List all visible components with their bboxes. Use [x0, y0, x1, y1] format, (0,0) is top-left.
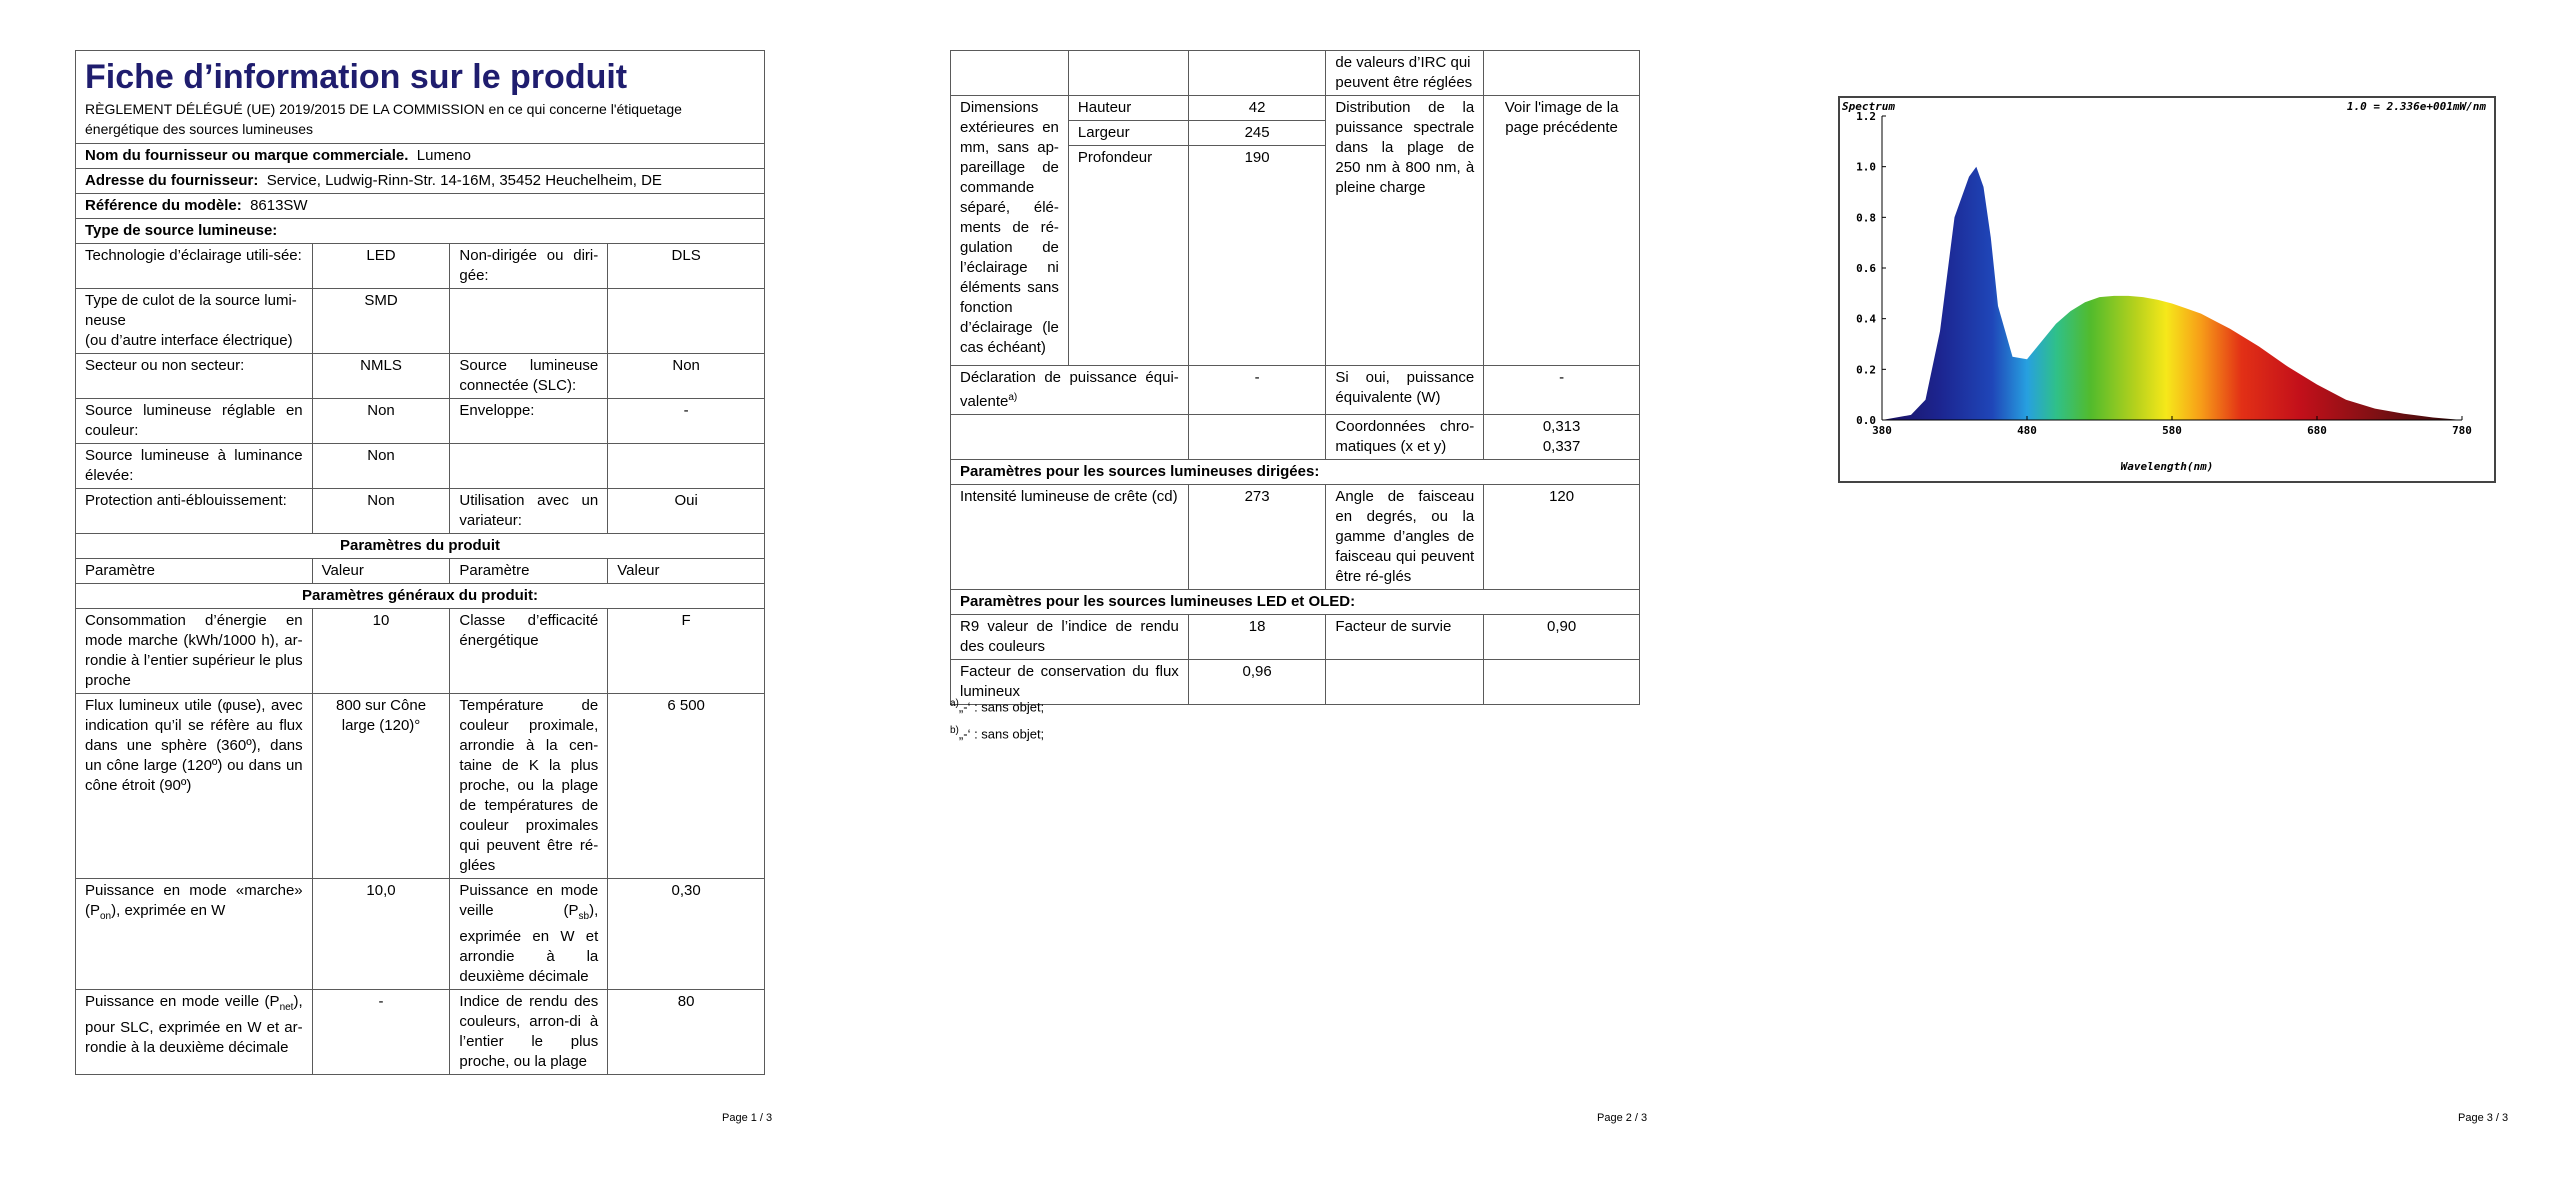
spectrum-chart: [1838, 96, 2496, 483]
cri-value: 80: [608, 990, 765, 1075]
flux-value: 800 sur Cône large (120)°: [312, 694, 450, 879]
directional-value: DLS: [608, 244, 765, 289]
spectrum-svg: [1840, 98, 2494, 481]
flux-label: Flux lumineux utile (φuse), avec indication qu’il se réfère au flux dans une sphère (360º), dans un cône large (120º) ou dans un cône étroit (90º): [76, 694, 313, 879]
regulation-text: RÈGLEMENT DÉLÉGUÉ (UE) 2019/2015 DE LA COMMISSION en ce qui concerne l'étiquetage énergétique des sources lumineuses: [85, 101, 682, 137]
survival-value: 0,90: [1484, 615, 1640, 660]
footnote-a: [950, 692, 1044, 719]
tech-label: Technologie d’éclairage utili-sée:: [76, 244, 313, 289]
width-value: 245: [1188, 121, 1326, 146]
dimensions-label: Dimensions extérieures en mm, sans ap-pareillage de commande séparé, élé-ments de ré-gulation de l’éclairage ni éléments sans fonction d’éclairage (le cas échéant): [951, 96, 1069, 366]
beam-angle-label: Angle de faisceau en degrés, ou la gamme d’angles de faisceau qui peuvent être ré-glés: [1326, 485, 1484, 590]
high-luminance-label: Source lumineuse à luminance élevée:: [76, 444, 313, 489]
cct-label: Température de couleur proximale, arrondie à la cen-taine de K la plus proche, ou la plage de températures de couleur proximales qui peuvent être ré-glées: [450, 694, 608, 879]
cri-label: Indice de rendu des couleurs, arron-di à l’entier le plus proche, ou la plage: [450, 990, 608, 1075]
page-title: Fiche d’information sur le produit: [85, 58, 628, 96]
cap-label: Type de culot de la source lumi-neuse: [85, 292, 297, 329]
cap-value: SMD: [312, 289, 450, 354]
spectrum-area: [1882, 167, 2462, 420]
peak-intensity-value: 273: [1188, 485, 1326, 590]
footnote-b-mark: b): [950, 725, 959, 737]
y-tick-label: 0.6: [1856, 262, 1876, 275]
beam-angle-value: 120: [1484, 485, 1640, 590]
footnotes: [950, 692, 1044, 747]
product-info-table-continued: [950, 50, 1640, 705]
class-value: F: [608, 609, 765, 694]
psb-label-2: ), exprimée en W et arrondie à la deuxième décimale: [459, 902, 599, 985]
x-axis-label: Wavelength(nm): [2120, 460, 2214, 473]
height-value: 42: [1188, 96, 1326, 121]
page-2: [853, 0, 1706, 1180]
depth-label: Profondeur: [1068, 146, 1188, 366]
mains-label: Secteur ou non secteur:: [76, 354, 313, 399]
energy-label: Consommation d’énergie en mode marche (kWh/1000 h), ar-rondie à l’entier supérieur le plus proche: [76, 609, 313, 694]
cap-label-2: (ou d’autre interface électrique): [85, 332, 293, 349]
chromaticity-x: 0,313: [1542, 418, 1581, 435]
y-tick-label: 1.2: [1856, 110, 1876, 123]
y-tick-label: 0.4: [1856, 312, 1876, 326]
led-heading: Paramètres pour les sources lumineuses LED et OLED:: [951, 590, 1640, 615]
dimmable-value: Oui: [608, 489, 765, 534]
page-1: [0, 0, 853, 1180]
envelope-value: -: [608, 399, 765, 444]
class-label: Classe d’efficacité énergétique: [450, 609, 608, 694]
type-heading: Type de source lumineuse:: [76, 219, 765, 244]
pon-label-2: ), exprimée en W: [111, 902, 226, 919]
pnet-label-2: ), pour SLC, exprimée en W et ar-rondie à la deuxième décimale: [85, 993, 303, 1056]
peak-intensity-label: Intensité lumineuse de crête (cd): [951, 485, 1189, 590]
maintenance-value: 0,96: [1188, 660, 1326, 705]
supplier-label: Nom du fournisseur ou marque commerciale.: [85, 147, 409, 164]
mains-value: NMLS: [312, 354, 450, 399]
footnote-a-mark: a): [950, 698, 959, 709]
equivalent-power-sup: a): [1008, 392, 1018, 403]
footnote-b: [950, 719, 1044, 746]
address-label: Adresse du fournisseur:: [85, 172, 259, 189]
general-heading: Paramètres généraux du produit:: [76, 584, 765, 609]
pnet-value: -: [312, 990, 450, 1075]
spd-value: Voir l'image de la page précédente: [1484, 96, 1640, 366]
col-value-1: Valeur: [312, 559, 450, 584]
color-tunable-value: Non: [312, 399, 450, 444]
pnet-label: Puissance en mode veille (P: [85, 993, 280, 1010]
chart-annotation: 1.0 = 2.336e+001mW/nm: [2346, 100, 2486, 113]
energy-value: 10: [312, 609, 450, 694]
y-tick-label: 1.0: [1856, 160, 1876, 174]
width-label: Largeur: [1068, 121, 1188, 146]
product-info-table: [75, 50, 765, 1075]
high-luminance-value: Non: [312, 444, 450, 489]
slc-label: Source lumineuse connectée (SLC):: [450, 354, 608, 399]
chromaticity-label: Coordonnées chro-matiques (x et y): [1326, 415, 1484, 460]
cri-continued: de valeurs d’IRC qui peuvent être réglées: [1326, 51, 1484, 96]
col-value-2: Valeur: [608, 559, 765, 584]
pon-sub: on: [100, 911, 112, 922]
x-tick-label: 680: [2307, 424, 2327, 437]
equivalent-watt-label: Si oui, puissance équivalente (W): [1326, 366, 1484, 415]
chart-title: Spectrum: [1842, 100, 1895, 113]
dimmable-label: Utilisation avec un variateur:: [450, 489, 608, 534]
y-tick-label: 0.2: [1856, 363, 1876, 377]
maintenance-label: Facteur de conservation du flux lumineux: [951, 660, 1189, 705]
x-tick-label: 380: [1872, 424, 1892, 437]
page-number: Page 2 / 3: [1597, 1112, 1648, 1124]
psb-value: 0,30: [608, 879, 765, 990]
directional-label: Non-dirigée ou diri-gée:: [450, 244, 608, 289]
pon-label: Puissance en mode «marche» (P: [85, 882, 303, 919]
y-tick-label: 0.0: [1856, 414, 1876, 427]
model-label: Référence du modèle:: [85, 197, 242, 214]
tech-value: LED: [312, 244, 450, 289]
anti-glare-label: Protection anti-éblouissement:: [76, 489, 313, 534]
footnote-b-text: „-‘ : sans objet;: [958, 726, 1045, 742]
equivalent-power-value: -: [1188, 366, 1326, 415]
anti-glare-value: Non: [312, 489, 450, 534]
survival-label: Facteur de survie: [1326, 615, 1484, 660]
page-3: [1706, 0, 2559, 1180]
pnet-sub: net: [279, 1002, 294, 1013]
model-value: 8613SW: [250, 197, 308, 214]
psb-sub: sb: [578, 911, 590, 922]
envelope-label: Enveloppe:: [450, 399, 608, 444]
depth-value: 190: [1188, 146, 1326, 366]
r9-label: R9 valeur de l’indice de rendu des couleurs: [951, 615, 1189, 660]
col-param-2: Paramètre: [450, 559, 608, 584]
spd-label: Distribution de la puissance spectrale dans la plage de 250 nm à 800 nm, à pleine charge: [1326, 96, 1484, 366]
pon-value: 10,0: [312, 879, 450, 990]
height-label: Hauteur: [1068, 96, 1188, 121]
params-heading: Paramètres du produit: [76, 534, 765, 559]
chromaticity-y: 0,337: [1542, 438, 1581, 455]
x-tick-label: 580: [2162, 424, 2182, 437]
r9-value: 18: [1188, 615, 1326, 660]
supplier-value: Lumeno: [416, 147, 471, 164]
col-param-1: Paramètre: [76, 559, 313, 584]
x-tick-label: 780: [2452, 424, 2472, 437]
footnote-a-text: „-‘ : sans objet;: [958, 699, 1045, 715]
equivalent-watt-value: -: [1484, 366, 1640, 415]
color-tunable-label: Source lumineuse réglable en couleur:: [76, 399, 313, 444]
spectrum-plot: [1856, 110, 2472, 437]
directional-heading: Paramètres pour les sources lumineuses dirigées:: [951, 460, 1640, 485]
psb-label: Puissance en mode veille (P: [459, 882, 599, 919]
slc-value: Non: [608, 354, 765, 399]
page-number: Page 3 / 3: [2458, 1112, 2509, 1124]
equivalent-power-label: Déclaration de puissance équi-valente: [960, 369, 1179, 410]
x-tick-label: 480: [2017, 424, 2037, 437]
cct-value: 6 500: [608, 694, 765, 879]
page-number: Page 1 / 3: [722, 1112, 773, 1124]
address-value: Service, Ludwig-Rinn-Str. 14-16M, 35452 Heuchelheim, DE: [266, 172, 662, 189]
y-tick-label: 0.8: [1856, 211, 1876, 225]
